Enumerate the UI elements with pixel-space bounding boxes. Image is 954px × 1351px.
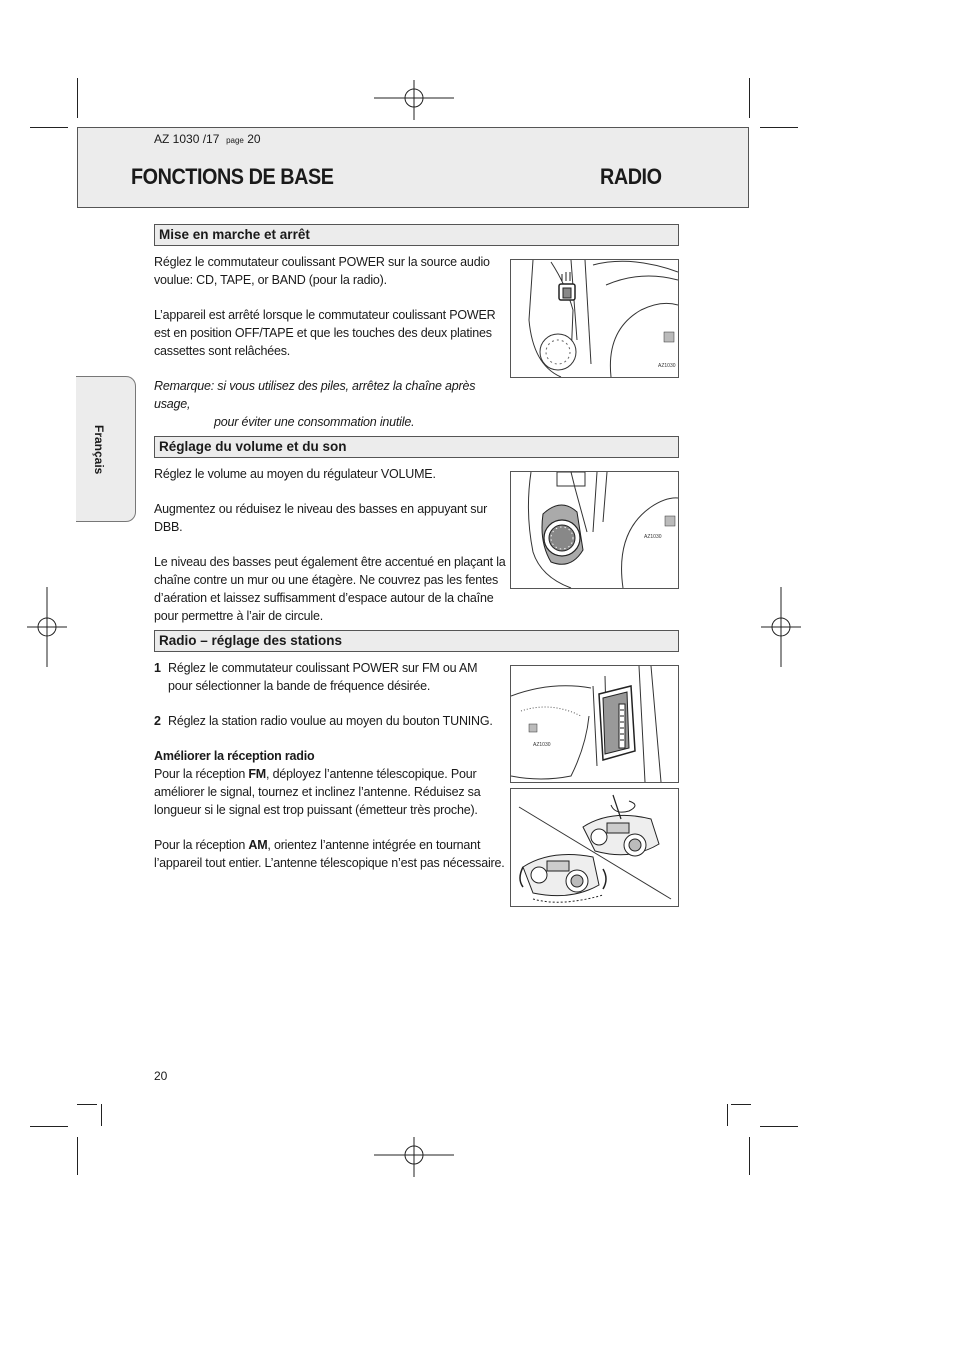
section-body-power	[154, 253, 509, 431]
section-body-radio	[154, 659, 505, 872]
paragraph: L’appareil est arrêté lorsque le commutateur coulissant POWER est en position OFF/TAPE et que les touches des deux platines cassettes sont relâchées.	[154, 308, 496, 358]
section-body-volume	[154, 465, 509, 625]
registration-mark-top	[374, 80, 454, 120]
illustration-tuning-dial	[510, 665, 679, 783]
text-run: Pour la réception	[154, 838, 249, 852]
registration-mark-bottom	[374, 1137, 454, 1177]
device-model-mark: AZ1030	[644, 534, 662, 540]
step-item	[154, 659, 499, 695]
paragraph: Réglez le commutateur coulissant POWER sur la source audio voulue: CD, TAPE, or BAND (pour la radio).	[154, 255, 490, 287]
device-model-mark: AZ1030	[533, 742, 551, 748]
step-item	[154, 712, 509, 730]
page-number: 20	[154, 1069, 168, 1083]
registration-mark-right	[761, 587, 801, 667]
paragraph: Réglez le volume au moyen du régulateur VOLUME.	[154, 467, 436, 481]
page-title: FONCTIONS DE BASE	[131, 164, 334, 189]
subheading: Améliorer la réception radio	[154, 749, 315, 763]
page-label: page	[226, 136, 244, 145]
model-number: AZ 1030 /17	[154, 132, 220, 146]
text-run-bold: FM	[248, 767, 267, 781]
step-number: 1	[154, 661, 161, 675]
step-text: Réglez la station radio voulue au moyen du bouton TUNING.	[168, 714, 493, 728]
section-heading-radio: Radio – réglage des stations	[154, 630, 679, 652]
note-line: Remarque: si vous utilisez des piles, arrêtez la chaîne après usage,	[154, 379, 476, 411]
illustration-volume-knob	[510, 471, 679, 589]
text-run: Pour la réception	[154, 767, 249, 781]
text-run-bold: AM	[248, 838, 268, 852]
text-run: , orientez l’antenne intégrée en tournant l’appareil tout entier. L’antenne télescopique n’est pas nécessaire.	[154, 838, 505, 870]
note-line: pour éviter une consommation inutile.	[214, 415, 415, 429]
paragraph: Augmentez ou réduisez le niveau des basses en appuyant sur DBB.	[154, 502, 488, 534]
header-page-number: 20	[247, 132, 261, 146]
paragraph-fm	[154, 765, 499, 819]
illustration-antenna-orientation	[510, 788, 679, 907]
language-label: Français	[92, 425, 106, 475]
language-tab	[76, 376, 136, 522]
step-number: 2	[154, 714, 161, 728]
illustration-power-switch	[510, 259, 679, 378]
section-heading-volume: Réglage du volume et du son	[154, 436, 679, 458]
text-run: , déployez l’antenne télescopique. Pour améliorer le signal, tournez et inclinez l’antenne. Réduisez sa longueur si le signal est trop puissant (émetteur très proche).	[154, 767, 481, 817]
paragraph: Le niveau des basses peut également être accentué en plaçant la chaîne contre un mur ou une étagère. Ne couvrez pas les fentes d’aération et laissez suffisamment d’espace autour de la chaîne pour permettre à l’air de circule.	[154, 555, 506, 623]
section-heading-power: Mise en marche et arrêt	[154, 224, 679, 246]
device-model-mark: AZ1030	[658, 363, 676, 369]
registration-mark-left	[27, 587, 67, 667]
paragraph-am	[154, 836, 509, 872]
step-text: Réglez le commutateur coulissant POWER sur FM ou AM pour sélectionner la bande de fréquence désirée.	[168, 661, 478, 693]
page-header	[77, 127, 749, 208]
chapter-title: RADIO	[600, 164, 662, 189]
model-line	[154, 132, 261, 146]
